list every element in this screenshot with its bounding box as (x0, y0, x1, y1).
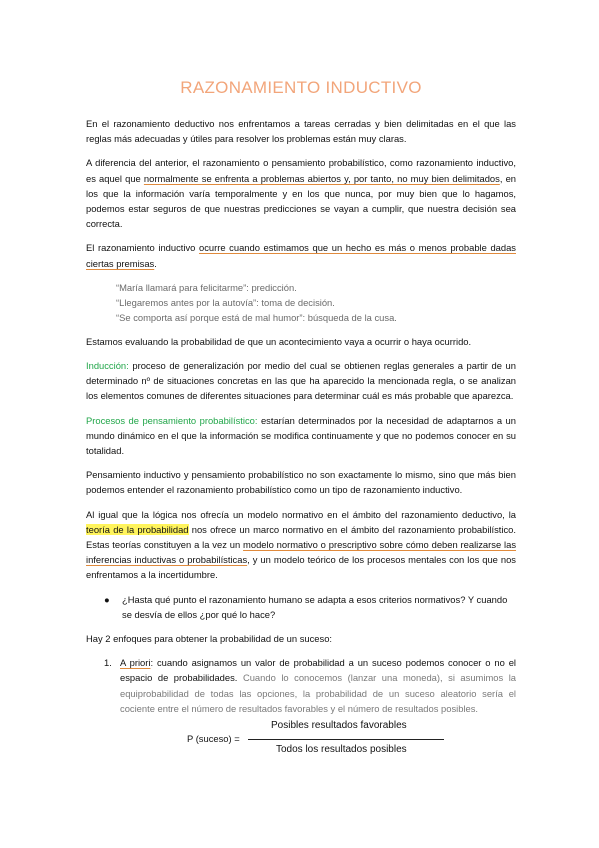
formula-lhs: P (suceso) = (187, 733, 240, 745)
example-quote: “Se comporta así porque está de mal humor”: búsqueda de la cusa. (116, 311, 397, 323)
list-number: 1. (104, 657, 112, 669)
paragraph-processes-definition: Procesos de pensamiento probabilístico: estarían determinados por la necesidad de adaptarnos a un mundo dinámico en el que la información se modifica continuamente y que no podemos conocer en su totalidad. (86, 414, 516, 457)
highlighted-text: teoría de la probabilidad (86, 523, 189, 535)
bullet-dot-icon: ● (104, 593, 110, 605)
paragraph-deductive: En el razonamiento deductivo nos enfrentamos a tareas cerradas y bien delimitadas en el que las reglas más adecuadas y útiles para resolver los problemas están muy claras. (86, 118, 516, 145)
document-page (86, 72, 516, 760)
bullet-item (104, 592, 516, 622)
paragraph-evaluating: Estamos evaluando la probabilidad de que un acontecimiento vaya a ocurrir o haya ocurrido. (86, 335, 472, 347)
underlined-text: modelo normativo o prescriptivo sobre cómo deben realizarse las inferencias inductivas o probabilísticas (86, 539, 517, 566)
probability-formula (86, 720, 516, 760)
example-quote: “María llamará para felicitarme”: predicción. (116, 281, 297, 293)
paragraph-induction-definition: Inducción: proceso de generalización por medio del cual se obtienen reglas generales a partir de un determinado nº de situaciones concretas en las que ha aparecido la mencionada regla, o se analizan los elementos comunes de diferentes situaciones para determinar cuál es más probable que aparezca. (86, 360, 516, 402)
page-title: RAZONAMIENTO INDUCTIVO (180, 78, 422, 97)
examples-list (86, 280, 516, 325)
list-text: A priori: cuando asignamos un valor de probabilidad a un suceso podemos conocer o no el espacio de probabilidades. Cuando lo conocemos (lanzar una moneda), si asumimos la equiprobabilidad de todas las opciones, la probabilidad de un suceso aleatorio sería el cociente entre el número de resultados favorables y el número de resultados posibles. (120, 657, 516, 714)
formula-numerator: Posibles resultados favorables (271, 720, 407, 732)
underlined-text: normalmente se enfrenta a problemas abiertos y, por tanto, no muy bien delimitados (143, 172, 500, 184)
paragraph-probabilistic: A diferencia del anterior, el razonamiento o pensamiento probabilístico, como razonamiento inductivo, es aquel que normalmente se enfrenta a problemas abiertos y, por tanto, no muy bien delimitados, en los que la información varía temporalmente y en los que nunca, por muy bien que lo hagamos, podemos estar seguros de que nuestras predicciones se vayan a cumplir, que nuestra decisión sea correcta. (86, 157, 517, 230)
paragraph-comparison: Pensamiento inductivo y pensamiento probabilístico no son exactamente lo mismo, sino que más bien podemos entender el razonamiento probabilístico como un tipo de razonamiento inductivo. (86, 469, 516, 496)
term-label: Inducción: (86, 360, 129, 372)
paragraph-approaches: Hay 2 enfoques para obtener la probabilidad de un suceso: (86, 633, 333, 645)
numbered-list-item (104, 655, 516, 716)
paragraph-normative-model: Al igual que la lógica nos ofrecía un modelo normativo en el ámbito del razonamiento deductivo, la teoría de la probabilidad nos ofrece un marco normativo en el ámbito del razonamiento probabilístico. Estas teorías constituyen a la vez un modelo normativo o prescriptivo sobre cómo deben realizarse las inferencias inductivas o probabilísticas, y un modelo teórico de los procesos mentales con los que nos enfrentamos a la incertidumbre. (86, 508, 517, 581)
example-quote: “Llegaremos antes por la autovía”: toma de decisión. (116, 296, 335, 308)
underlined-text: ocurre cuando estimamos que un hecho es más o menos probable dadas ciertas premisas (86, 242, 516, 269)
bullet-text: ¿Hasta qué punto el razonamiento humano se adapta a esos criterios normativos? Y cuando se desvía de ellos ¿por qué lo hace? (122, 593, 508, 620)
formula-denominator: Todos los resultados posibles (276, 744, 407, 756)
underlined-text: A priori (120, 657, 151, 669)
fraction-bar (248, 739, 444, 740)
grey-text: Cuando lo conocemos (lanzar una moneda), si asumimos la equiprobabilidad de todas las opciones, la probabilidad de un suceso aleatorio sería el cociente entre el número de resultados favorables y el número de resultados posibles. (120, 672, 516, 714)
paragraph-inductive: El razonamiento inductivo ocurre cuando estimamos que un hecho es más o menos probable dadas ciertas premisas. (86, 242, 516, 269)
term-label: Procesos de pensamiento probabilístico: (86, 414, 258, 426)
